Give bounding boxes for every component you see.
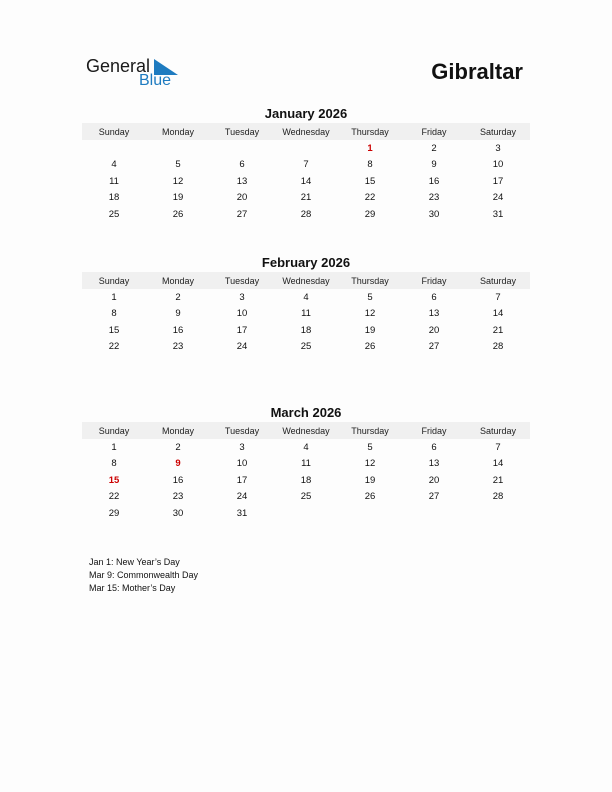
weekday-label: Saturday [479, 275, 517, 286]
weekday-label: Friday [421, 425, 447, 436]
month-calendar-january [82, 106, 530, 223]
month-title: February 2026 [261, 255, 351, 270]
day-cell: 31 [492, 208, 504, 220]
day-cell: 3 [495, 142, 501, 154]
day-cell: 11 [109, 175, 119, 187]
weekday-label: Thursday [351, 425, 389, 436]
weekday-label: Saturday [479, 126, 517, 137]
logo-text-blue: Blue [139, 72, 172, 89]
day-cell: 22 [364, 192, 376, 204]
day-cell: 17 [236, 324, 248, 336]
weekday-header-row [82, 422, 530, 439]
holiday-note: Mar 9: Commonwealth Day [89, 570, 199, 580]
day-cell: 15 [108, 324, 120, 336]
month-calendar-february [82, 255, 530, 355]
day-cell: 27 [428, 491, 440, 503]
day-cell: 3 [239, 441, 245, 453]
day-cell: 12 [172, 175, 184, 187]
weekday-label: Monday [161, 425, 195, 436]
day-cell: 30 [172, 507, 184, 519]
day-cell: 18 [300, 474, 312, 486]
day-cell: 6 [431, 291, 437, 303]
day-cell: 28 [300, 208, 312, 220]
weekday-label: Sunday [98, 126, 130, 137]
day-cell: 3 [239, 291, 245, 303]
day-cell: 16 [172, 324, 184, 336]
day-cell: 12 [364, 458, 376, 470]
day-cell: 20 [428, 474, 440, 486]
week-row [82, 456, 530, 473]
weekday-label: Thursday [351, 126, 389, 137]
day-cell: 19 [364, 324, 376, 336]
day-cell: 22 [108, 491, 120, 503]
day-cell: 2 [431, 142, 437, 154]
weekday-label: Monday [161, 275, 195, 286]
day-cell: 11 [301, 308, 311, 320]
holiday-day-cell: 1 [367, 142, 373, 154]
weekday-label: Saturday [479, 425, 517, 436]
weekday-label: Tuesday [224, 275, 260, 286]
day-cell: 13 [428, 308, 440, 320]
day-cell: 21 [492, 324, 504, 336]
holiday-notes [89, 556, 198, 595]
week-row [82, 157, 530, 174]
day-cell: 7 [303, 159, 309, 171]
day-cell: 18 [300, 324, 312, 336]
weekday-label: Friday [421, 126, 447, 137]
day-cell: 8 [111, 308, 117, 320]
day-cell: 4 [303, 291, 309, 303]
day-cell: 9 [431, 159, 437, 171]
day-cell: 17 [492, 175, 504, 187]
day-cell: 25 [300, 491, 312, 503]
day-cell: 13 [428, 458, 440, 470]
week-row [82, 206, 530, 223]
day-cell: 18 [108, 192, 120, 204]
logo-text-general: General [86, 56, 151, 76]
week-row [82, 472, 530, 489]
day-cell: 24 [236, 491, 248, 503]
day-cell: 19 [172, 192, 184, 204]
week-row [82, 439, 530, 456]
day-cell: 27 [428, 341, 440, 353]
month-title: March 2026 [270, 405, 342, 420]
day-cell: 21 [492, 474, 504, 486]
week-row [82, 489, 530, 506]
day-cell: 16 [428, 175, 440, 187]
day-cell: 5 [367, 291, 373, 303]
day-cell: 30 [428, 208, 440, 220]
day-cell: 23 [172, 341, 184, 353]
day-cell: 25 [300, 341, 312, 353]
weekday-label: Friday [421, 275, 447, 286]
day-cell: 20 [236, 192, 248, 204]
week-row [82, 140, 530, 157]
day-cell: 28 [492, 341, 504, 353]
day-cell: 12 [364, 308, 376, 320]
day-cell: 31 [236, 507, 248, 519]
week-row [82, 289, 530, 306]
day-cell: 5 [367, 441, 373, 453]
day-cell: 4 [303, 441, 309, 453]
day-cell: 19 [364, 474, 376, 486]
day-cell: 14 [300, 175, 312, 187]
day-cell: 14 [492, 458, 504, 470]
day-cell: 8 [111, 458, 117, 470]
holiday-day-cell: 9 [175, 458, 181, 470]
week-row [82, 322, 530, 339]
day-cell: 29 [364, 208, 376, 220]
weekday-label: Wednesday [282, 425, 330, 436]
day-cell: 21 [300, 192, 312, 204]
day-cell: 26 [364, 341, 376, 353]
weekday-label: Wednesday [282, 275, 330, 286]
weekday-label: Tuesday [224, 126, 260, 137]
day-cell: 4 [111, 159, 117, 171]
week-row [82, 173, 530, 190]
weekday-label: Monday [161, 126, 195, 137]
day-cell: 5 [175, 159, 181, 171]
day-cell: 7 [495, 291, 501, 303]
day-cell: 16 [172, 474, 184, 486]
day-cell: 6 [239, 159, 245, 171]
month-title: January 2026 [264, 106, 348, 121]
holiday-note: Jan 1: New Year’s Day [89, 557, 180, 567]
day-cell: 1 [111, 441, 117, 453]
day-cell: 28 [492, 491, 504, 503]
weekday-label: Wednesday [282, 126, 330, 137]
weekday-label: Thursday [351, 275, 389, 286]
day-cell: 22 [108, 341, 120, 353]
day-cell: 23 [428, 192, 440, 204]
day-cell: 27 [236, 208, 248, 220]
weekday-label: Sunday [98, 275, 130, 286]
week-row [82, 306, 530, 323]
day-cell: 10 [492, 159, 504, 171]
holiday-day-cell: 15 [108, 474, 120, 486]
day-cell: 20 [428, 324, 440, 336]
weekday-label: Tuesday [224, 425, 260, 436]
day-cell: 2 [175, 441, 181, 453]
day-cell: 11 [301, 458, 311, 470]
day-cell: 9 [175, 308, 181, 320]
day-cell: 6 [431, 441, 437, 453]
day-cell: 14 [492, 308, 504, 320]
day-cell: 8 [367, 159, 373, 171]
weekday-header-row [82, 272, 530, 289]
day-cell: 29 [108, 507, 120, 519]
day-cell: 17 [236, 474, 248, 486]
day-cell: 26 [364, 491, 376, 503]
day-cell: 25 [108, 208, 120, 220]
weekday-header-row [82, 123, 530, 140]
day-cell: 10 [236, 458, 248, 470]
day-cell: 24 [236, 341, 248, 353]
day-cell: 2 [175, 291, 181, 303]
logo [86, 56, 186, 92]
day-cell: 10 [236, 308, 248, 320]
week-row [82, 339, 530, 356]
week-row [82, 505, 530, 522]
holiday-note: Mar 15: Mother’s Day [89, 583, 176, 593]
week-row [82, 190, 530, 207]
day-cell: 26 [172, 208, 184, 220]
day-cell: 23 [172, 491, 184, 503]
day-cell: 24 [492, 192, 504, 204]
day-cell: 1 [111, 291, 117, 303]
day-cell: 13 [236, 175, 248, 187]
day-cell: 7 [495, 441, 501, 453]
country-title: Gibraltar [431, 59, 523, 84]
day-cell: 15 [364, 175, 376, 187]
weekday-label: Sunday [98, 425, 130, 436]
month-calendar-march [82, 405, 530, 522]
